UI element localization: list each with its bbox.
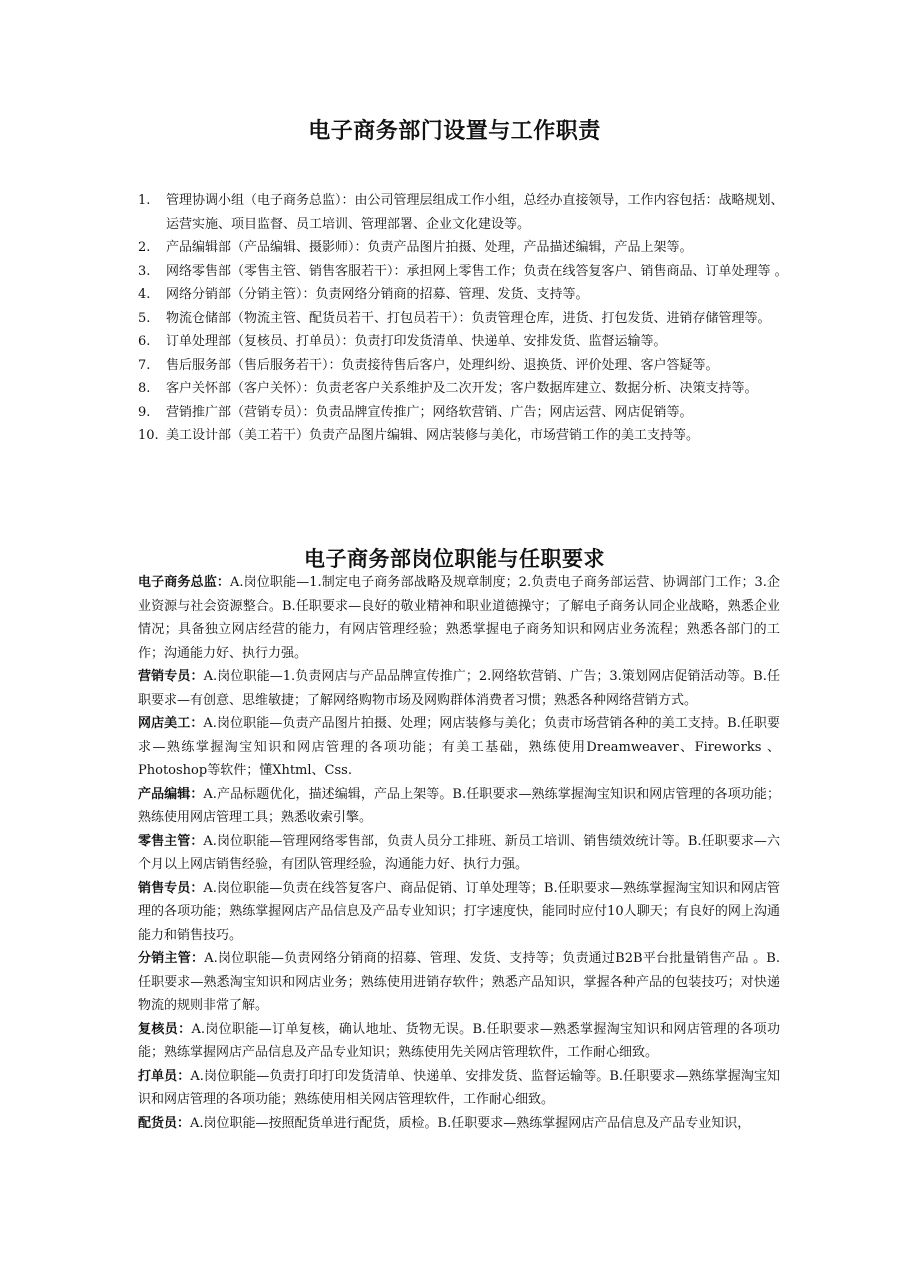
list-item (138, 377, 788, 401)
role-separator: ： (216, 575, 230, 590)
list-item-number: 6. (138, 334, 151, 349)
list-item-text: 美工设计部（美工若干）负责产品图片编辑、网店装修与美化，市场营销工作的美工支持等。 (166, 428, 700, 443)
list-item-text: 物流仓储部（物流主管、配货员若干、打包员若干）：负责管理仓库，进货、打包发货、进销存储管理等。 (166, 310, 771, 326)
list-item (138, 354, 788, 378)
list-item-text: 营销推广部（营销专员）：负责品牌宣传推广；网络软营销、广告；网店运营、网店促销等。 (166, 404, 693, 420)
role-text: A.岗位职能—订单复核，确认地址、货物无误。B.任职要求—熟悉掌握淘宝知识和网店管理的各项功能；熟练掌握网店产品信息及产品专业知识；熟练使用先关网店管理软件，工作耐心细致。 (138, 1021, 780, 1060)
role-separator: ： (190, 951, 205, 966)
role-name: 销售专员 (138, 880, 191, 896)
list-item-number: 7. (138, 357, 151, 373)
role-paragraph (138, 1065, 780, 1112)
role-list (138, 571, 780, 1135)
department-list (138, 189, 788, 448)
role-name: 打单员 (138, 1068, 178, 1084)
role-text: A.岗位职能—负责打印打印发货清单、快递单、安排发货、监督运输等。B.任职要求—熟练掌握淘宝知识和网店管理的各项功能；熟练使用相关网店管理软件，工作耐心细致。 (138, 1068, 780, 1107)
list-item (138, 189, 788, 236)
role-text: A.岗位职能—负责网络分销商的招募、管理、发货、支持等；负责通过B2B平台批量销售产品 。B.任职要求—熟悉淘宝知识和网店业务；熟练使用进销存软件；熟悉产品知识，掌握各种产品的包装技巧；对快递物流的规则非常了解。 (138, 951, 780, 1013)
role-paragraph (138, 877, 780, 948)
role-separator: ： (178, 1021, 192, 1037)
role-separator: ： (190, 716, 204, 731)
list-item-text: 售后服务部（售后服务若干）：负责接待售后客户，处理纠纷、退换货、评价处理、客户答疑等。 (166, 357, 719, 373)
role-text: A.岗位职能—1.制定电子商务部战略及规章制度；2.负责电子商务部运营、协调部门工作；3.企业资源与社会资源整合。B.任职要求—良好的敬业精神和职业道德操守；了解电子商务认同企业战略，熟悉企业情况；具备独立网店经营的能力，有网店管理经验；熟悉掌握电子商务知识和网店业务流程；熟悉各部门的工作；沟通能力好、执行力强。 (138, 575, 780, 661)
list-item-number: 4. (138, 287, 151, 302)
role-paragraph (138, 830, 780, 877)
section2-title: 电子商务部岗位职能与任职要求 (304, 546, 605, 571)
list-item-text: 网络分销部（分销主管）：负责网络分销商的招募、管理、发货、支持等。 (166, 287, 589, 302)
role-paragraph (138, 947, 780, 1018)
list-item-text: 订单处理部（复核员、打单员）：负责打印发货清单、快递单、安排发货、监督运输等。 (166, 334, 667, 349)
list-item (138, 236, 788, 260)
list-item-text: 产品编辑部（产品编辑、摄影师）：负责产品图片拍摄、处理，产品描述编辑，产品上架等。 (166, 240, 693, 255)
list-item-number: 5. (138, 310, 151, 326)
role-separator: ： (177, 1115, 191, 1131)
role-paragraph (138, 665, 780, 712)
role-name: 分销主管 (138, 951, 191, 966)
role-separator: ： (190, 669, 204, 684)
role-text: A.岗位职能—管理网络零售部，负责人员分工排班、新员工培训、销售绩效统计等。B.任职要求—六个月以上网店销售经验，有团队管理经验，沟通能力好、执行力强。 (138, 833, 780, 872)
role-name: 零售主管 (138, 833, 191, 849)
list-item-number: 9. (138, 404, 151, 420)
list-item-text: 管理协调小组（电子商务总监）：由公司管理层组成工作小组，总经办直接领导，工作内容包括：战略规划、运营实施、项目监督、员工培训、管理部署、企业文化建设等。 (166, 193, 784, 232)
list-item (138, 330, 788, 354)
list-item (138, 307, 788, 331)
role-text: A.岗位职能—负责产品图片拍摄、处理；网店装修与美化；负责市场营销各种的美工支持。B.任职要求—熟练掌握淘宝知识和网店管理的各项功能；有美工基础，熟练使用Dreamweaver、Fireworks 、Photoshop等软件；懂Xhtml、Css. (138, 716, 780, 778)
list-item (138, 283, 788, 307)
role-text: A.岗位职能—负责在线答复客户、商品促销、订单处理等；B.任职要求—熟练掌握淘宝知识和网店管理的各项功能；熟练掌握网店产品信息及产品专业知识；打字速度快，能同时应付10人聊天；有良好的网上沟通能力和销售技巧。 (138, 880, 780, 943)
role-text: A.岗位职能—按照配货单进行配货，质检。B.任职要求—熟练掌握网店产品信息及产品专业知识， (190, 1115, 751, 1131)
list-item-number: 3. (138, 263, 151, 279)
role-paragraph (138, 783, 780, 830)
role-name: 配货员 (138, 1115, 178, 1131)
list-item-text: 客户关怀部（客户关怀）：负责老客户关系维护及二次开发；客户数据库建立、数据分析、决策支持等。 (166, 381, 758, 396)
list-item-number: 10. (138, 428, 159, 443)
role-separator: ： (190, 786, 204, 802)
role-separator: ： (190, 880, 204, 896)
list-item (138, 424, 788, 448)
list-item-number: 8. (138, 381, 151, 396)
role-separator: ： (177, 1068, 191, 1084)
role-paragraph (138, 712, 780, 783)
role-paragraph (138, 1112, 780, 1136)
role-text: A.岗位职能—1.负责网店与产品品牌宣传推广；2.网络软营销、广告；3.策划网店促销活动等。B.任职要求—有创意、思维敏捷；了解网络购物市场及网购群体消费者习惯；熟悉各种网络营销方式。 (138, 669, 780, 708)
list-item (138, 401, 788, 425)
role-name: 产品编辑 (138, 786, 191, 802)
list-item (138, 260, 788, 284)
role-name: 复核员 (138, 1021, 179, 1037)
list-item-text: 网络零售部（零售主管、销售客服若干）：承担网上零售工作；负责在线答复客户、销售商品、订单处理等 。 (166, 263, 788, 279)
role-separator: ： (190, 833, 204, 849)
role-paragraph (138, 571, 780, 665)
role-name: 电子商务总监 (138, 575, 217, 590)
list-item-number: 2. (138, 240, 151, 255)
role-name: 营销专员 (138, 669, 191, 684)
role-name: 网店美工 (138, 716, 191, 731)
list-item-number: 1. (138, 193, 151, 208)
role-text: A.产品标题优化，描述编辑，产品上架等。B.任职要求—熟练掌握淘宝知识和网店管理的各项功能；熟练使用网店管理工具；熟悉收索引擎。 (138, 786, 780, 825)
section1-title: 电子商务部门设置与工作职责 (308, 118, 601, 144)
role-paragraph (138, 1018, 780, 1065)
